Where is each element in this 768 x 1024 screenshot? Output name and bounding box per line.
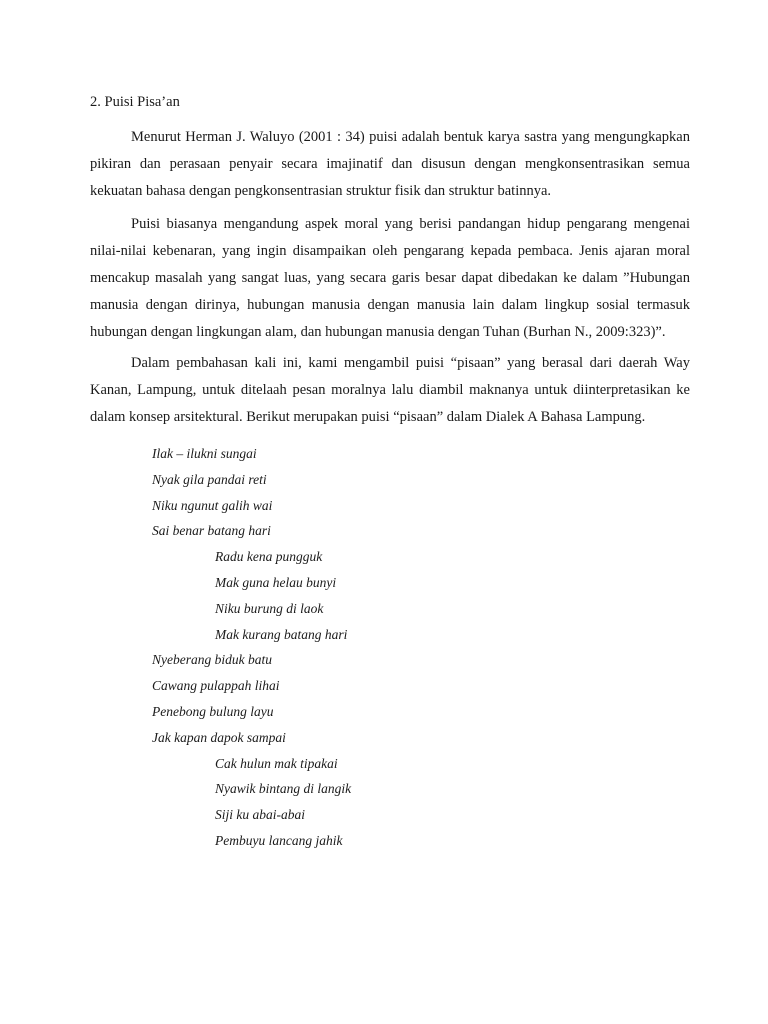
poem-line: Cawang pulappah lihai	[152, 678, 280, 694]
poem-line-indented: Radu kena pungguk	[215, 549, 323, 565]
poem-line-indented: Siji ku abai-abai	[215, 807, 305, 823]
poem-pisaan	[152, 441, 351, 854]
poem-line: Jak kapan dapok sampai	[152, 729, 286, 745]
poem-line: Sai benar batang hari	[152, 523, 271, 539]
poem-line-indented: Mak kurang batang hari	[215, 626, 348, 642]
poem-line: Ilak – ilukni sungai	[152, 446, 257, 461]
poem-line-indented: Mak guna helau bunyi	[215, 574, 337, 590]
poem-line-indented: Pembuyu lancang jahik	[215, 832, 343, 848]
paragraph-moral-aspect: Puisi biasanya mengandung aspek moral yang berisi pandangan hidup pengarang mengenai nilai-nilai kebenaran, yang ingin disampaikan oleh pengarang kepada pembaca. Jenis ajaran moral mencakup masalah yang sangat luas, yang secara garis besar dapat dibedakan ke dalam ”Hubungan manusia dengan dirinya, hubungan manusia dengan manusia lain dalam lingkup sosial termasuk hubungan dengan lingkungan alam, dan hubungan manusia dengan Tuhan (Burhan N., 2009:323)”.	[90, 216, 690, 340]
poem-line-indented: Nyawik bintang di langik	[215, 781, 352, 797]
poem-line: Penebong bulung layu	[152, 703, 274, 719]
section-heading: 2. Puisi Pisa’an	[90, 94, 180, 110]
poem-line-indented: Niku burung di laok	[215, 600, 324, 616]
poem-line: Niku ngunut galih wai	[152, 497, 273, 513]
paragraph-definition: Menurut Herman J. Waluyo (2001 : 34) puisi adalah bentuk karya sastra yang mengungkapkan pikiran dan perasaan penyair secara imajinatif dan disusun dengan mengkonsentrasikan semua kekuatan bahasa dengan pengkonsentrasian struktur fisik dan struktur batinnya.	[90, 129, 690, 199]
paragraph-introduction: Dalam pembahasan kali ini, kami mengambil puisi “pisaan” yang berasal dari daerah Way Kanan, Lampung, untuk ditelaah pesan moralnya lalu diambil maknanya untuk diinterpretasikan ke dalam konsep arsitektural. Berikut merupakan puisi “pisaan” dalam Dialek A Bahasa Lampung.	[90, 355, 690, 425]
poem-line-indented: Cak hulun mak tipakai	[215, 755, 338, 771]
poem-line: Nyak gila pandai reti	[152, 471, 267, 487]
poem-line: Nyeberang biduk batu	[152, 652, 272, 668]
